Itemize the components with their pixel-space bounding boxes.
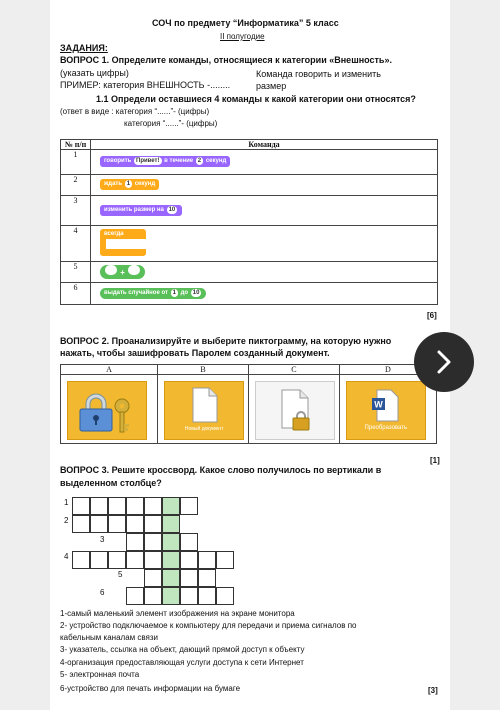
crossword-cell[interactable] <box>90 515 108 533</box>
change-size-block: изменить размер на 10 <box>100 205 182 216</box>
convert-label: Преобразовать <box>364 425 408 431</box>
document-page <box>50 0 450 710</box>
encrypt-icon-tile <box>67 381 147 440</box>
option-c[interactable] <box>248 375 339 444</box>
crossword-cell[interactable] <box>126 587 144 605</box>
crossword-cell[interactable] <box>72 551 90 569</box>
crossword-cell[interactable] <box>162 515 180 533</box>
crossword-number: 5 <box>118 570 123 579</box>
crossword-cell[interactable] <box>144 533 162 551</box>
q1-score: [6] <box>427 311 437 320</box>
tasks-label: ЗАДАНИЯ: <box>60 43 108 53</box>
command-cell <box>91 150 438 175</box>
option-a[interactable] <box>61 375 158 444</box>
document-title: СОЧ по предмету “Информатика” 5 класс <box>152 18 339 28</box>
crossword-cell[interactable] <box>162 551 180 569</box>
crossword-cell[interactable] <box>198 551 216 569</box>
add-block: + <box>100 265 145 279</box>
crossword-cell[interactable] <box>180 569 198 587</box>
q3-clue: 5- электронная почта <box>60 670 140 679</box>
row-number: 4 <box>61 226 91 262</box>
crossword-number: 1 <box>64 498 69 507</box>
crossword-number: 2 <box>64 516 69 525</box>
lock-key-icon <box>68 382 146 439</box>
crossword-cell[interactable] <box>144 587 162 605</box>
document-subtitle: II полугодие <box>220 32 265 41</box>
crossword-cell[interactable] <box>144 515 162 533</box>
locked-document-icon <box>256 382 334 439</box>
q3-clue: 6-устройство для печать информации на бумаге <box>60 684 241 693</box>
q1-example: ПРИМЕР: категория ВНЕШНОСТЬ -........ <box>60 80 231 90</box>
crossword-cell[interactable] <box>180 497 198 515</box>
protected-document-tile <box>255 381 335 440</box>
forever-block: всегда <box>100 229 146 256</box>
col-b-header: B <box>158 365 249 375</box>
q2-title-2: нажать, чтобы зашифровать Паролем созданный документ. <box>60 348 330 358</box>
q1-hint: (указать цифры) <box>60 68 129 78</box>
row-number: 2 <box>61 175 91 196</box>
crossword-cell[interactable] <box>216 587 234 605</box>
q3-clue: кабельным каналам связи <box>60 633 158 642</box>
q1-example-right: Команда говорить и изменить <box>256 69 381 79</box>
q1-title: ВОПРОС 1. Определите команды, относящиеся к категории «Внешность». <box>60 55 392 65</box>
crossword-cell[interactable] <box>198 569 216 587</box>
crossword-cell[interactable] <box>126 551 144 569</box>
crossword-cell[interactable] <box>216 551 234 569</box>
crossword-cell[interactable] <box>198 587 216 605</box>
command-cell <box>91 196 438 226</box>
col-c-header: C <box>248 365 339 375</box>
crossword-cell[interactable] <box>126 533 144 551</box>
crossword-cell[interactable] <box>162 533 180 551</box>
crossword-cell[interactable] <box>162 497 180 515</box>
crossword-cell[interactable] <box>162 587 180 605</box>
crossword-cell[interactable] <box>90 551 108 569</box>
q1-sub: 1.1 Определи оставшиеся 4 команды к какой категории они относятся? <box>96 94 416 104</box>
q3-score: [3] <box>428 686 438 695</box>
crossword-cell[interactable] <box>144 569 162 587</box>
new-document-tile <box>164 381 244 440</box>
command-cell <box>91 175 438 196</box>
q1-answer-2: категория “......”- (цифры) <box>124 119 218 128</box>
row-number: 3 <box>61 196 91 226</box>
row-number: 1 <box>61 150 91 175</box>
crossword-cell[interactable] <box>108 551 126 569</box>
crossword-cell[interactable] <box>180 533 198 551</box>
q3-clue: 3- указатель, ссылка на объект, дающий прямой доступ к объекту <box>60 645 305 654</box>
crossword-cell[interactable] <box>72 515 90 533</box>
wait-block: ждать 1 секунд <box>100 179 159 190</box>
crossword-cell[interactable] <box>162 569 180 587</box>
q2-title-1: ВОПРОС 2. Проанализируйте и выберите пиктограмму, на которую нужно <box>60 336 392 346</box>
say-block: говорить Привет! в течение 2 секунд <box>100 156 230 167</box>
crossword-cell[interactable] <box>108 515 126 533</box>
blank-document-icon <box>165 386 243 426</box>
icons-table <box>60 364 437 444</box>
crossword-number: 4 <box>64 552 69 561</box>
crossword-cell[interactable] <box>144 551 162 569</box>
random-block: выдать случайное от 1 до 10 <box>100 288 206 299</box>
command-cell <box>91 262 438 283</box>
q3-clue: 2- устройство подключаемое к компьютеру для передачи и приема сигналов по <box>60 621 357 630</box>
q3-title-2: выделенном столбце? <box>60 478 162 488</box>
row-number: 5 <box>61 262 91 283</box>
crossword-cell[interactable] <box>144 497 162 515</box>
crossword-cell[interactable] <box>180 587 198 605</box>
col-a-header: A <box>61 365 158 375</box>
crossword-cell[interactable] <box>108 497 126 515</box>
crossword-cell[interactable] <box>72 497 90 515</box>
q1-answer-1: (ответ в виде : категория “......”- (цифры) <box>60 107 210 116</box>
crossword-number: 6 <box>100 588 105 597</box>
option-b[interactable] <box>158 375 249 444</box>
command-cell <box>91 226 438 262</box>
crossword-cell[interactable] <box>90 497 108 515</box>
svg-text:W: W <box>374 399 383 410</box>
q1-example-right-2: размер <box>256 81 287 91</box>
crossword-cell[interactable] <box>180 551 198 569</box>
crossword-cell[interactable] <box>126 497 144 515</box>
q2-score: [1] <box>430 456 440 465</box>
chevron-right-icon <box>414 332 474 392</box>
q3-title-1: ВОПРОС 3. Решите кроссворд. Какое слово получилось по вертикали в <box>60 465 382 475</box>
col-d-header: D <box>339 365 436 375</box>
col-cmd-header: Команда <box>91 140 438 150</box>
q3-clue: 1-самый маленький элемент изображения на экране монитора <box>60 609 295 618</box>
q3-clue: 4-организация предоставляющая услуги доступа к сети Интернет <box>60 658 304 667</box>
row-number: 6 <box>61 283 91 305</box>
crossword-number: 3 <box>100 535 105 544</box>
col-num-header: № п/п <box>61 140 91 150</box>
new-document-label: Новый документ <box>184 426 224 432</box>
crossword-cell[interactable] <box>126 515 144 533</box>
next-page-button[interactable] <box>414 332 474 392</box>
commands-table <box>60 139 438 305</box>
word-document-icon <box>347 386 425 426</box>
command-cell <box>91 283 438 305</box>
